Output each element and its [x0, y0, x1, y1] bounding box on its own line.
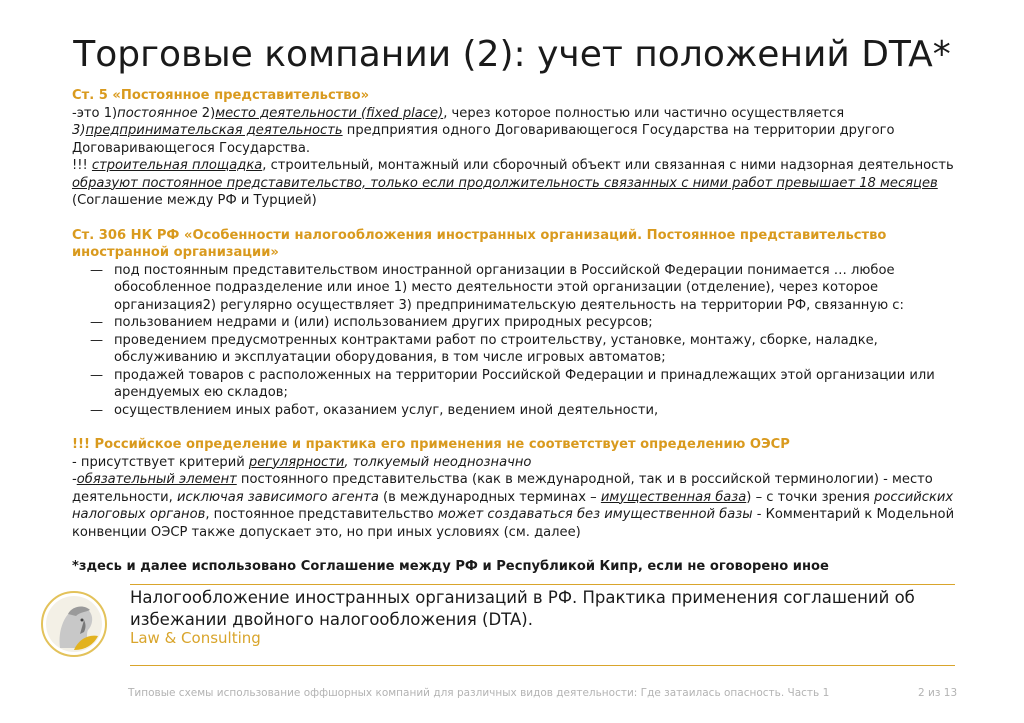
page-footer-text: Типовые схемы использование оффшорных компаний для различных видов деятельности: Где затаилась опасность. Часть 1 — [128, 687, 830, 699]
divider-line — [130, 584, 955, 585]
emphasis-text: может создаваться без имущественной базы — [437, 507, 753, 522]
footer-banner — [40, 584, 955, 666]
section-1-line-4: образуют постоянное представительство, только если продолжительность связанных с ними работ превышает 18 месяцев — [72, 175, 938, 191]
emphasis-text: предпринимательская деятельность — [85, 123, 343, 138]
emphasis-text: регулярности — [248, 454, 345, 470]
section-1-line-2 — [72, 122, 967, 157]
text: (в международных терминах – — [378, 489, 601, 505]
text: , строительный, монтажный или сборочный объект или связанная с ними надзорная деятельность — [262, 158, 954, 173]
list-item-text: продажей товаров с расположенных на территории Российской Федерации и принадлежащих этой организации или арендуемых ею складов; — [114, 367, 935, 400]
section-2-heading: Ст. 306 НК РФ «Особенности налогообложения иностранных организаций. Постоянное представительство иностранной организации» — [72, 227, 887, 260]
text: !!! — [72, 158, 92, 173]
company-logo-icon — [40, 590, 108, 658]
section-1-line-3 — [72, 157, 967, 175]
list-item — [72, 262, 967, 315]
section-1-line-5: (Соглашение между РФ и Турцией) — [72, 193, 317, 208]
emphasis-text: обязательный элемент — [76, 472, 237, 487]
text: - Комментарий к Модельной конвенции ОЭСР также допускает это, но при иных условиях (см. далее) — [72, 507, 955, 540]
list-item-text: осуществлением иных работ, оказанием услуг, ведением иной деятельности, — [114, 402, 659, 418]
section-2-list — [72, 262, 967, 420]
text: ) – с точки зрения — [746, 489, 875, 505]
dash-bullet: — — [90, 262, 104, 278]
section-1-heading: Ст. 5 «Постоянное представительство» — [72, 88, 370, 103]
emphasis-text: строительная площадка — [91, 158, 263, 173]
text: 3) — [72, 123, 86, 138]
emphasis-text: российских налоговых органов — [72, 489, 954, 522]
text: -это 1) — [72, 105, 118, 121]
text: - присутствует критерий — [72, 454, 249, 470]
footnote: *здесь и далее использовано Соглашение между РФ и Республикой Кипр, если не оговорено иное — [72, 559, 829, 574]
dash-bullet: — — [90, 332, 104, 348]
list-item — [72, 332, 967, 367]
emphasis-text: имущественная база — [600, 489, 747, 505]
section-1-line-1 — [72, 105, 967, 123]
list-item-text: проведением предусмотренных контрактами работ по строительству, установке, монтажу, сборке, наладке, обслуживанию и эксплуатации оборудования, в том числе игровых автоматов; — [114, 332, 878, 365]
section-3-heading: !!! Российское определение и практика его применения не соответствует определению ОЭСР — [72, 437, 790, 452]
list-item-text: пользованием недрами и (или) использованием других природных ресурсов; — [114, 315, 653, 330]
dash-bullet: — — [90, 315, 104, 330]
dash-bullet: — — [90, 367, 104, 383]
list-item — [72, 367, 967, 402]
page-number: 2 из 13 — [918, 687, 958, 699]
emphasis-text: , толкуемый неоднозначно — [344, 454, 532, 470]
text: , постоянное представительство — [205, 507, 438, 522]
text: 2) — [197, 105, 216, 121]
section-3-line-1 — [72, 454, 967, 472]
list-item — [72, 402, 967, 420]
text: предприятия одного Договаривающегося Государства на территории другого Договаривающегося Государства. — [72, 123, 895, 156]
slide-content — [72, 87, 967, 576]
footer-brand: Law & Consulting — [130, 629, 261, 647]
emphasis-text: постоянное — [117, 105, 198, 121]
text: постоянного представительства (как в международной, так и в российской терминологии) - место деятельности, — [72, 472, 933, 505]
list-item — [72, 314, 967, 332]
text: , через которое полностью или частично осуществляется — [443, 105, 845, 121]
list-item-text: под постоянным представительством иностранной организации в Российской Федерации понимается … любое обособленное подразделение или иное 1) место деятельности этой организации (отделение), через которое организация2) регулярно осуществляет 3) предпринимательскую деятельность на территории РФ, связанную с: — [114, 262, 904, 313]
emphasis-text: исключая зависимого агента — [177, 489, 379, 505]
text: - — [72, 472, 77, 487]
emphasis-text: место деятельности (fixed place) — [215, 105, 444, 121]
section-3-paragraph — [72, 471, 967, 541]
page-title: Торговые компании (2): учет положений DTA* — [73, 34, 951, 75]
divider-line — [130, 665, 955, 666]
footer-title: Налогообложение иностранных организаций в РФ. Практика применения соглашений об избежании двойного налогообложения (DTA). — [130, 588, 915, 629]
dash-bullet: — — [90, 402, 104, 418]
